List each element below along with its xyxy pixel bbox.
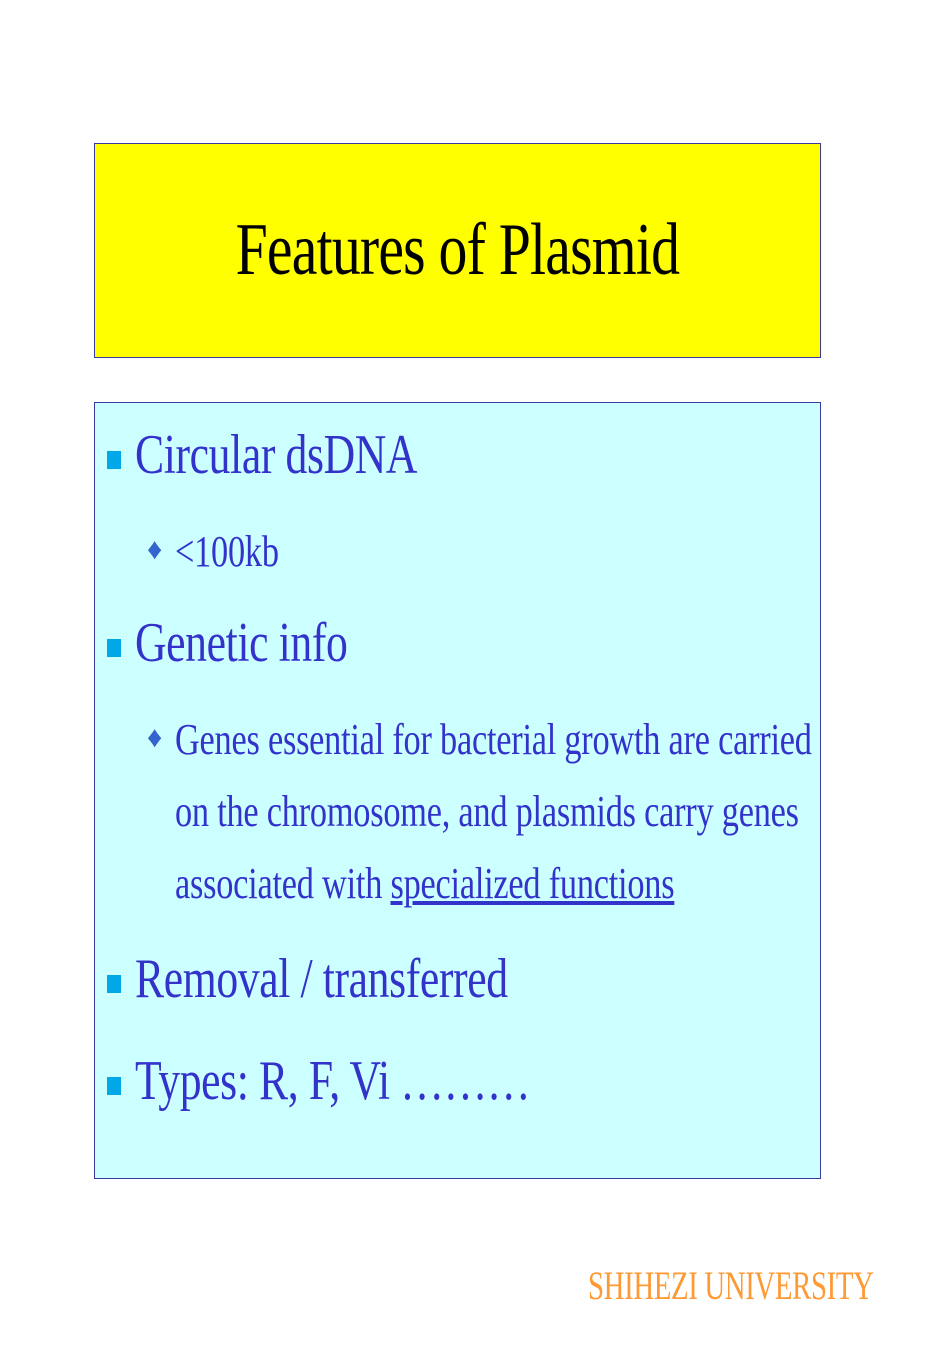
university-footer: SHIHEZI UNIVERSITY <box>588 1263 874 1308</box>
sub-bullet-size: <100kb <box>175 527 279 576</box>
title-box <box>94 143 821 358</box>
sub-bullet-line-3-text: associated with <box>175 859 391 908</box>
content-box <box>94 402 821 1179</box>
bullet-genetic-info: Genetic info <box>135 612 348 674</box>
sub-bullet-line-1: Genes essential for bacterial growth are carried <box>175 715 812 764</box>
square-bullet-icon <box>107 1077 121 1095</box>
specialized-functions-link[interactable]: specialized functions <box>390 859 675 908</box>
diamond-bullet-icon: ♦ <box>147 533 163 566</box>
sub-bullet-line-2: on the chromosome, and plasmids carry genes <box>175 787 799 836</box>
bullet-types: Types: R, F, Vi ……… <box>135 1050 531 1112</box>
square-bullet-icon <box>107 975 121 993</box>
bullet-circular-dsdna: Circular dsDNA <box>135 424 418 486</box>
square-bullet-icon <box>107 451 121 469</box>
sub-bullet-line-3 <box>175 853 674 915</box>
diamond-bullet-icon: ♦ <box>147 721 163 754</box>
bullet-removal-transferred: Removal / transferred <box>135 948 508 1010</box>
slide-title: Features of Plasmid <box>235 209 680 291</box>
square-bullet-icon <box>107 639 121 657</box>
